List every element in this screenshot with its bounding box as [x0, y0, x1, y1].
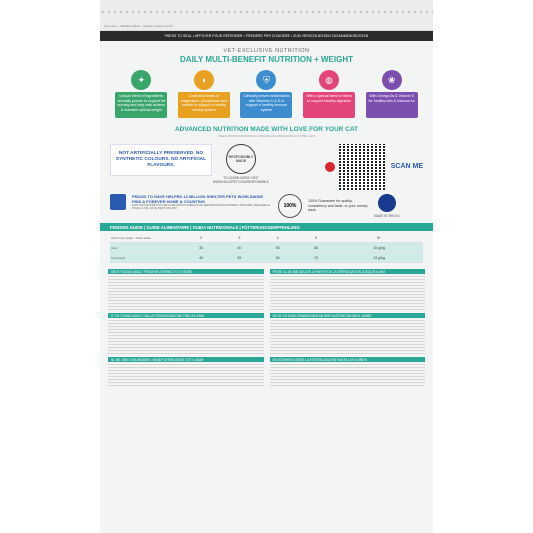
seal-dots [100, 10, 433, 14]
no-artificial-claim: NOT ARTIFICIALLY PRESERVED. NO SYNTHETIC COLOURS. NO ARTIFICIAL FLAVOURS. [110, 144, 212, 176]
language-block [108, 354, 264, 388]
heart-icon [325, 162, 335, 172]
language-text [108, 364, 264, 388]
table-cell: 40 [182, 253, 220, 263]
qr-code[interactable] [339, 144, 385, 190]
table-cell: 5+ [335, 233, 423, 243]
table-cell: 3 [220, 233, 258, 243]
benefits-row [100, 64, 433, 118]
language-header: NL BE JONG VOLWASSEN, VANAF STERILISATIE TOT 6 JAAR [108, 357, 264, 362]
advanced-nutrition-sub: UNE NUTRITION DE POINTE CONÇUE AVEC AMOUR POUR VOTRE CHAT [217, 134, 316, 138]
language-header: DE AT CH JUNG ERWACHSEN AB DER KASTRATION BIS 6 JAHRE [270, 313, 426, 318]
table-row [110, 253, 423, 263]
language-block [108, 310, 264, 354]
brain-icon: ✦ [131, 70, 151, 90]
benefit-text: Unique blend of ingredients clinically proven to support fat burning and help cats achieve & maintain optimal weight [115, 92, 167, 118]
tear-note: Tear Here – RESEALABLE – Reagle Product Finish [104, 24, 173, 28]
benefit-text: Controlled levels of magnesium, phosphorus and sodium to support a healthy urinary system [178, 92, 230, 118]
responsibly-made [212, 144, 270, 190]
table-row [110, 233, 423, 243]
table-cell: 30 [182, 243, 220, 253]
language-text [270, 276, 426, 310]
table-cell: 5 [297, 233, 335, 243]
language-header: ES JÓVENES DESDE LA ESTERILIZACIÓN HASTA LOS 6 AÑOS [270, 357, 426, 362]
stomach-icon: ◍ [319, 70, 339, 90]
table-cell: 4 [259, 233, 297, 243]
table-cell: 13 g/kg [335, 253, 423, 263]
eu-flag-icon [378, 194, 396, 212]
shelter-title: PROUD TO HAVE HELPED 13 MILLION SHELTER PETS WORLDWIDE FIND A FOREVER HOME & COUNTING [132, 194, 264, 204]
responsibly-made-badge: RESPONSIBLY MADE [226, 144, 256, 174]
language-text [270, 320, 426, 354]
table-cell: 65 [259, 253, 297, 263]
shelter-logo-icon [110, 194, 126, 210]
responsibly-made-caption: TO LEARN MORE VISIT WWW.HILLSPET.COM/RESPONSIBLE [212, 176, 270, 184]
row-label: Ideal [110, 243, 182, 253]
product-bag-back [100, 0, 433, 533]
table-cell: 55 [220, 253, 258, 263]
table-cell: 65 [297, 243, 335, 253]
language-block [270, 354, 426, 388]
language-block [270, 310, 426, 354]
shelter-section [100, 190, 433, 218]
guarantee-badge: 100% [278, 194, 302, 218]
advanced-nutrition-title: ADVANCED NUTRITION MADE WITH LOVE FOR YOUR CAT [174, 126, 359, 133]
press-to-seal-strip: PRESS TO SEAL • APPUYER POUR REFERMER • PREMERE PER CHIUDERE • ZUM VERSCHLIESSEN ZUSAMMENDRÜCKEN [100, 31, 433, 41]
benefit-item [114, 70, 169, 118]
row-label: Overweight [110, 253, 182, 263]
benefit-item [302, 70, 357, 118]
benefit-item [176, 70, 231, 118]
kidney-icon: ◖ [194, 70, 214, 90]
table-row [110, 243, 423, 253]
paw-icon: ❀ [382, 70, 402, 90]
table-cell: 75 [297, 253, 335, 263]
guarantee [278, 194, 368, 218]
main-title: DAILY MULTI-BENEFIT NUTRITION + WEIGHT [180, 55, 353, 64]
benefit-text: With Omega-6s & Vitamin E for healthy skin & lustrous fur [366, 92, 418, 118]
made-in-label: MADE IN THE EU [374, 214, 400, 218]
vet-exclusive-title: VET-EXCLUSIVE NUTRITION [223, 48, 310, 54]
language-text [108, 276, 264, 310]
guarantee-text: 100% Guarantee for quality, consistency and taste, or your money back. [308, 199, 368, 213]
feeding-guide-header: FEEDING GUIDE | GUIDE ALIMENTAIRE | GUIDA NUTRIZIONALE | FÜTTERUNGSEMPFEHLUNG [100, 223, 433, 231]
feeding-table [110, 233, 423, 263]
language-header: FR BE LU JEUNE ADULTE À PARTIR DE LA STÉRILISATION JUSQU'À 6 ANS [270, 269, 426, 274]
table-cell: 55 [259, 243, 297, 253]
language-sections [108, 266, 425, 388]
made-in-eu [374, 194, 400, 218]
claims-row [100, 138, 433, 190]
language-text [270, 364, 426, 388]
language-block [108, 266, 264, 310]
table-cell: 10 g/kg [335, 243, 423, 253]
language-text [108, 320, 264, 354]
shield-icon: ⛨ [256, 70, 276, 90]
benefit-item [239, 70, 294, 118]
benefit-item [364, 70, 419, 118]
benefit-text: Clinically proven antioxidants with Vitamins C & E to support a healthy immune system [240, 92, 292, 118]
scan-me-label: SCAN ME [390, 163, 423, 170]
resealable-seal [100, 0, 433, 31]
table-cell: 2 [182, 233, 220, 243]
table-cell: 40 [220, 243, 258, 253]
benefit-text: With a special blend of fibres to support healthy digestion [303, 92, 355, 118]
language-block [270, 266, 426, 310]
row-label: Adult body weight - Poids adulte [110, 233, 182, 243]
language-header: GB IE YOUNG ADULT FROM NEUTERING TO 6 YEARS [108, 269, 264, 274]
shelter-body: FIER D'AVOIR AIDÉ PLUS DE 13 MILLIONS D'ANIMAUX DE REFUGE DANS LE MONDE A TROUVER UNE FAMILLE POUR LA VIE, ET CE N'EST PAS FINI [132, 204, 270, 211]
language-header: IT CH YOUNG ADULT DALLA STERILIZZAZIONE FINO A 6 ANNI [108, 313, 264, 318]
